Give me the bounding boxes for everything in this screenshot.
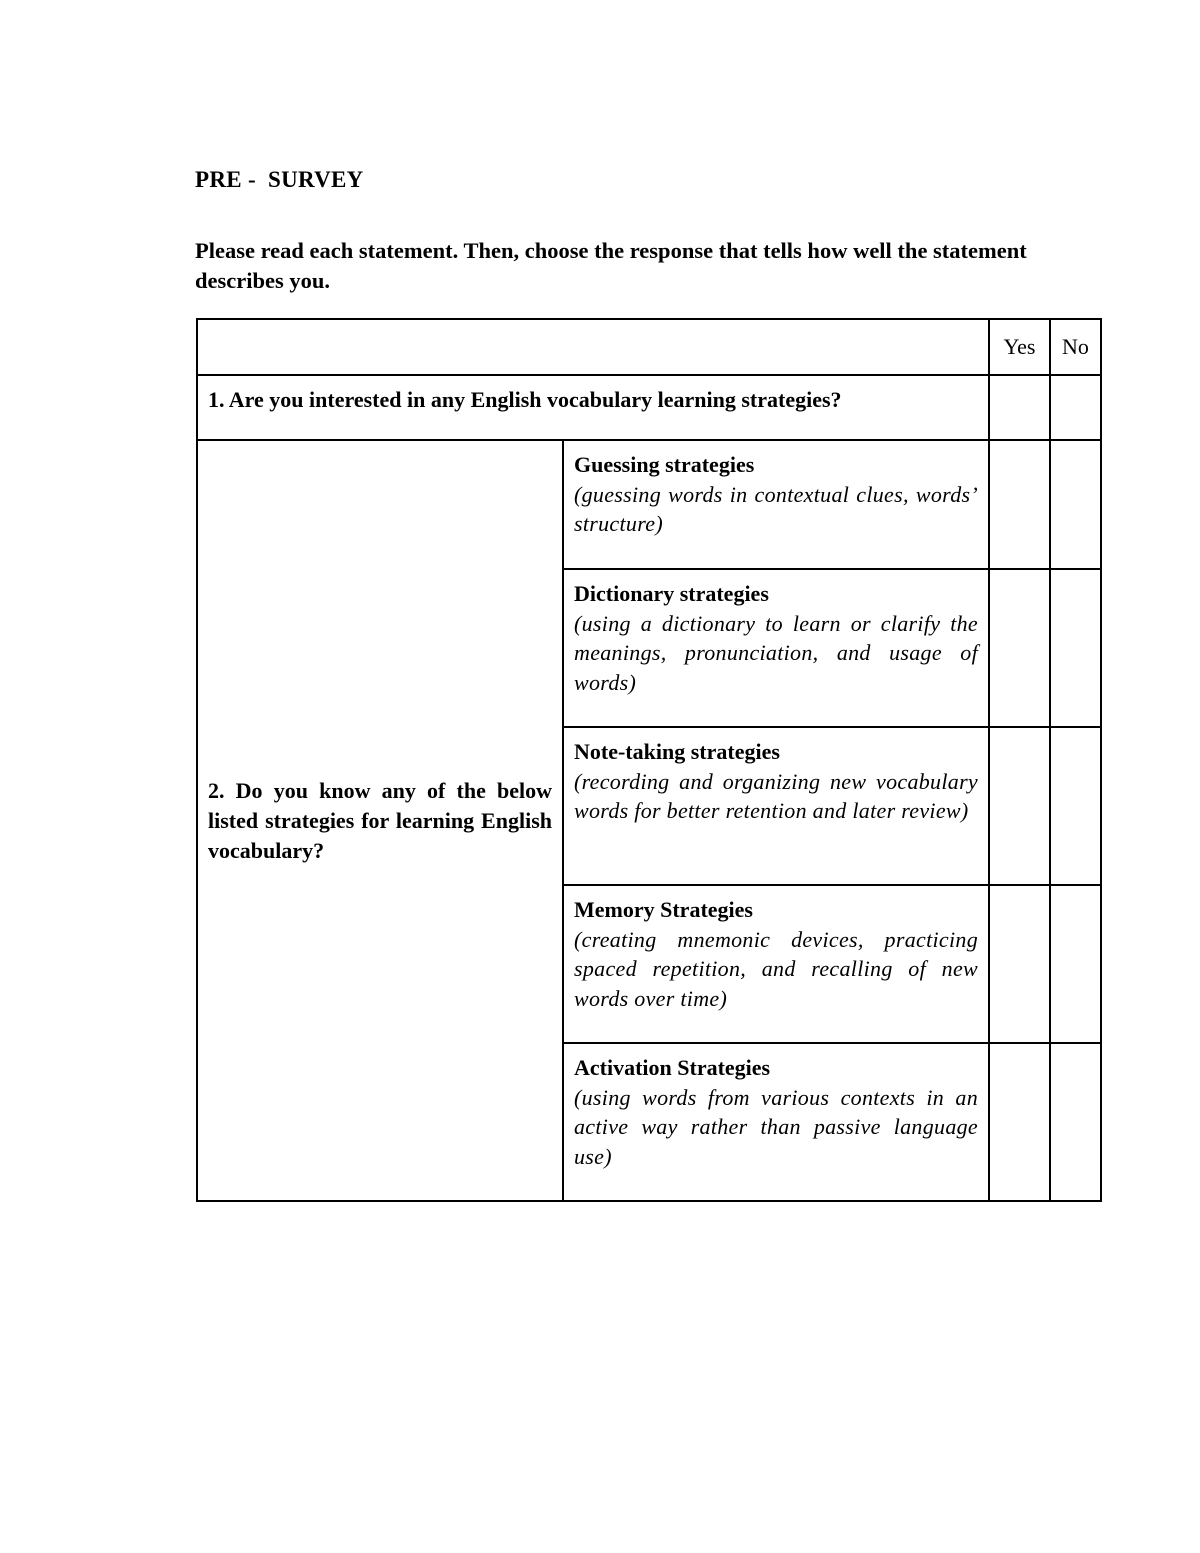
strategy-name: Note-taking strategies bbox=[574, 739, 780, 764]
strategy-cell-dictionary bbox=[563, 569, 989, 727]
yes-header: Yes bbox=[989, 319, 1050, 375]
instructions-text: Please read each statement. Then, choose the response that tells how well the statement describes you. bbox=[195, 238, 1027, 293]
strategy-name: Dictionary strategies bbox=[574, 581, 769, 606]
strategy-cell-memory bbox=[563, 885, 989, 1043]
survey-table bbox=[196, 318, 1102, 1202]
strategy-no-cell[interactable] bbox=[1050, 440, 1101, 569]
strategy-row-guessing bbox=[197, 440, 1101, 569]
strategy-yes-cell[interactable] bbox=[989, 569, 1050, 727]
strategy-description: (using words from various contexts in an active way rather than passive language use) bbox=[574, 1084, 978, 1169]
question-1-yes-cell[interactable] bbox=[989, 375, 1050, 440]
strategy-yes-cell[interactable] bbox=[989, 1043, 1050, 1201]
strategy-cell-activation bbox=[563, 1043, 989, 1201]
page-title: PRE - SURVEY bbox=[195, 167, 364, 192]
strategy-description: (using a dictionary to learn or clarify the meanings, pronunciation, and usage of words) bbox=[574, 610, 978, 695]
strategy-description: (creating mnemonic devices, practicing spaced repetition, and recalling of new words over time) bbox=[574, 926, 978, 1011]
strategy-description: (guessing words in contextual clues, words’ structure) bbox=[574, 481, 978, 536]
strategy-cell-guessing bbox=[563, 440, 989, 569]
question-1-no-cell[interactable] bbox=[1050, 375, 1101, 440]
strategy-no-cell[interactable] bbox=[1050, 569, 1101, 727]
strategy-no-cell[interactable] bbox=[1050, 727, 1101, 885]
question-2-text: 2. Do you know any of the below listed strategies for learning English vocabulary? bbox=[197, 440, 563, 1201]
question-1-text: 1. Are you interested in any English vocabulary learning strategies? bbox=[197, 375, 989, 440]
strategy-name: Memory Strategies bbox=[574, 897, 753, 922]
header-row bbox=[197, 319, 1101, 375]
strategy-yes-cell[interactable] bbox=[989, 440, 1050, 569]
strategy-name: Activation Strategies bbox=[574, 1055, 771, 1080]
question-1-row bbox=[197, 375, 1101, 440]
strategy-no-cell[interactable] bbox=[1050, 885, 1101, 1043]
header-blank-cell bbox=[197, 319, 989, 375]
no-header: No bbox=[1050, 319, 1101, 375]
strategy-cell-note-taking bbox=[563, 727, 989, 885]
strategy-yes-cell[interactable] bbox=[989, 885, 1050, 1043]
strategy-name: Guessing strategies bbox=[574, 452, 755, 477]
strategy-yes-cell[interactable] bbox=[989, 727, 1050, 885]
strategy-no-cell[interactable] bbox=[1050, 1043, 1101, 1201]
strategy-description: (recording and organizing new vocabulary words for better retention and later review) bbox=[574, 768, 978, 823]
